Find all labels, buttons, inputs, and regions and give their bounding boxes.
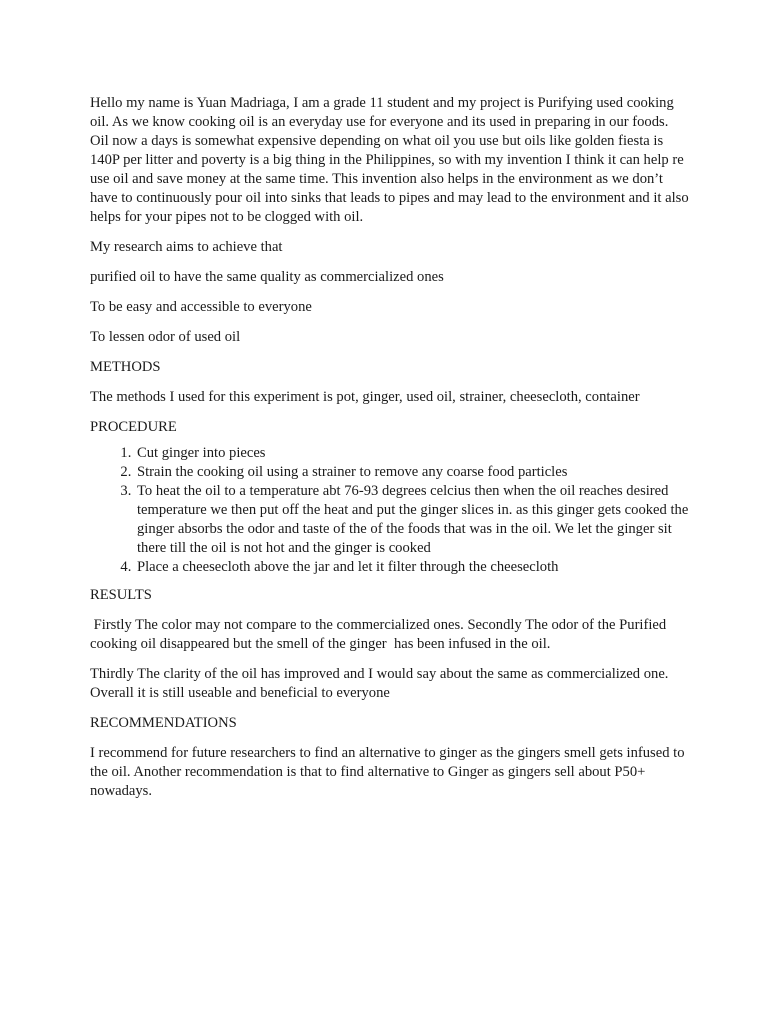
results-paragraph: Firstly The color may not compare to the commercialized ones. Secondly The odor of the Purified cooking oil disappeared but the smell of the ginger has been infused in the oil. [90, 617, 670, 652]
aims-lead: My research aims to achieve that [90, 239, 283, 255]
aim-item: purified oil to have the same quality as commercialized ones [90, 269, 444, 285]
results-heading: RESULTS [90, 587, 152, 603]
results-paragraph: Thirdly The clarity of the oil has improved and I would say about the same as commercialized one. Overall it is still useable and beneficial to everyone [90, 666, 669, 701]
document-page [90, 94, 690, 812]
recommendations-text: I recommend for future researchers to find an alternative to ginger as the gingers smell gets infused to the oil. Another recommendation is that to find alternative to Ginger as gingers sell about P50+ nowadays. [90, 745, 685, 799]
procedure-heading: PROCEDURE [90, 419, 177, 435]
aim-item: To be easy and accessible to everyone [90, 299, 312, 315]
aim-item: To lessen odor of used oil [90, 329, 241, 345]
methods-heading: METHODS [90, 359, 161, 375]
procedure-step: 2. Strain the cooking oil using a strainer to remove any coarse food particles [135, 463, 690, 482]
recommendations-heading: RECOMMENDATIONS [90, 715, 237, 731]
procedure-step: 1. Cut ginger into pieces [135, 444, 690, 463]
intro-paragraph: Hello my name is Yuan Madriaga, I am a grade 11 student and my project is Purifying used cooking oil. As we know cooking oil is an everyday use for everyone and its used in preparing in our foods. Oil now a days is somewhat expensive depending on what oil you use but oils like golden fiesta is 140P per litter and poverty is a big thing in the Philippines, so with my invention I think it can help re use oil and save money at the same time. This invention also helps in the environment as we don’t have to continuously pour oil into sinks that leads to pipes and may lead to the environment and it also helps for your pipes not to be clogged with oil. [90, 95, 689, 225]
methods-text: The methods I used for this experiment is pot, ginger, used oil, strainer, cheesecloth, container [90, 389, 640, 405]
procedure-step: 4. Place a cheesecloth above the jar and let it filter through the cheesecloth [135, 558, 690, 577]
procedure-step: 3. To heat the oil to a temperature abt 76-93 degrees celcius then when the oil reaches desired temperature we then put off the heat and put the ginger slices in. as this ginger gets cooked the ginger absorbs the odor and taste of the of the foods that was in the oil. We let the ginger sit there till the oil is not hot and the ginger is cooked [135, 482, 690, 558]
procedure-list [90, 444, 690, 577]
